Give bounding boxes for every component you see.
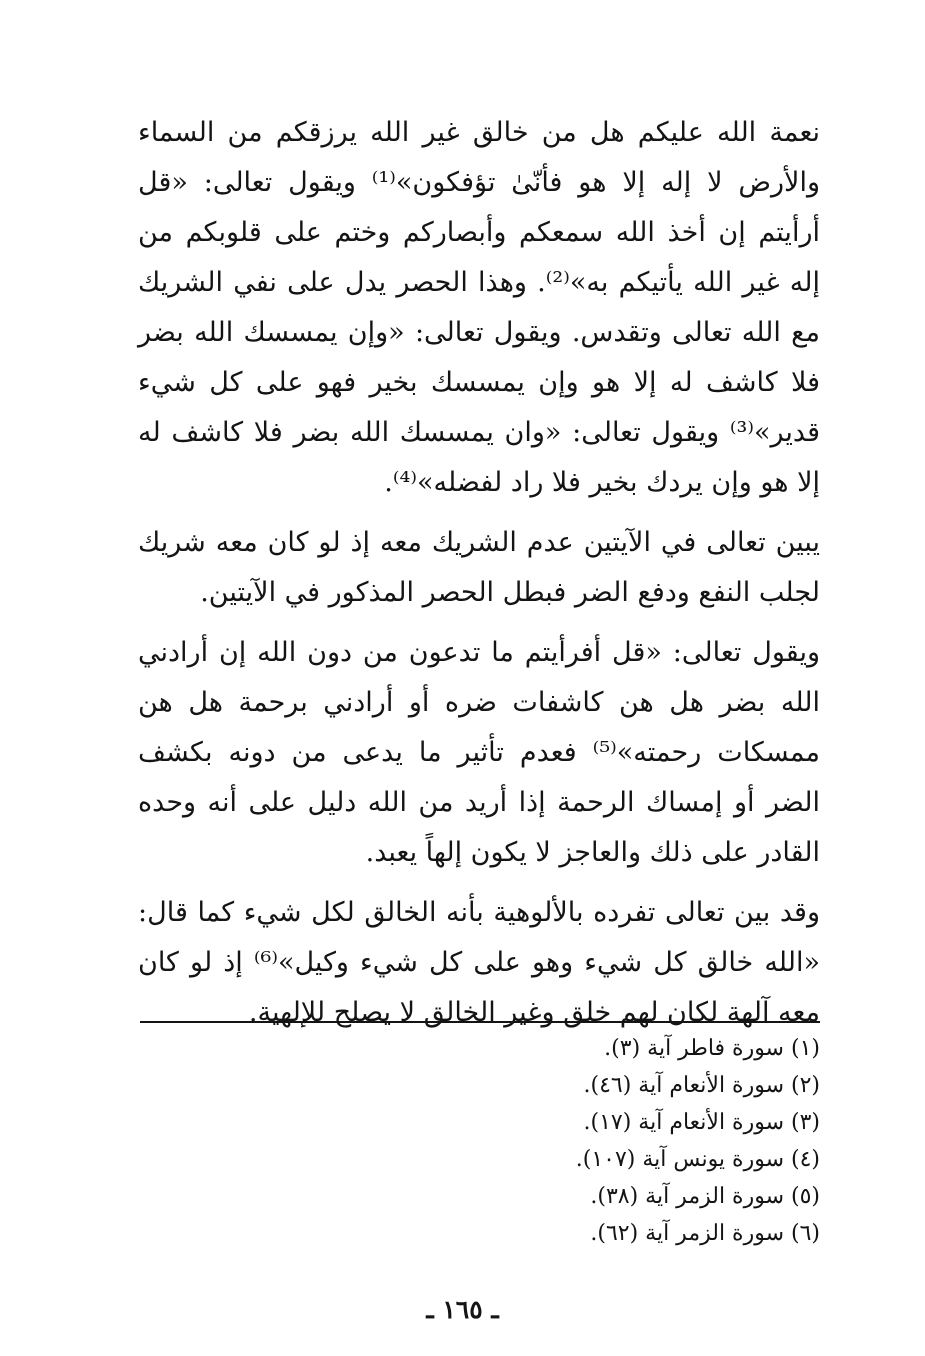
page-number: ـ ١٦٥ ـ	[426, 1295, 499, 1324]
footnote-item: (١) سورة فاطر آية (٣).	[604, 1036, 820, 1061]
paragraph: نعمة الله عليكم هل من خالق غير الله يرزقكم من السماء والأرض لا إله إلا هو فأنّىٰ تؤفكون»⁽¹⁾ ويقول تعالى: «قل أرأيتم إن أخذ الله سمعكم وأبصاركم وختم على قلوبكم من إله غير الله يأتيكم به»⁽²⁾. وهذا الحصر يدل على نفي الشريك مع الله تعالى وتقدس. ويقول تعالى: «وإن يمسسك الله بضر فلا كاشف له إلا هو وإن يمسسك بخير فهو على كل شيء قدير»⁽³⁾ ويقول تعالى: «وان يمسسك الله بضر فلا كاشف له إلا هو وإن يردك بخير فلا راد لفضله»⁽⁴⁾.	[138, 117, 820, 498]
paragraph: يبين تعالى في الآيتين عدم الشريك معه إذ لو كان معه شريك لجلب النفع ودفع الضر فبطل الحصر المذكور في الآيتين.	[138, 527, 820, 608]
footnote-item: (٣) سورة الأنعام آية (١٧).	[583, 1110, 820, 1135]
footnote-item: (٦) سورة الزمر آية (٦٢).	[590, 1221, 820, 1246]
main-text	[138, 108, 820, 1038]
paragraph: ويقول تعالى: «قل أفرأيتم ما تدعون من دون الله إن أرادني الله بضر هل هن كاشفات ضره أو أرادني برحمة هل هن ممسكات رحمته»⁽⁵⁾ فعدم تأثير ما يدعى من دونه بكشف الضر أو إمساك الرحمة إذا أريد من الله دليل على أنه وحده القادر على ذلك والعاجز لا يكون إلهاً يعبد.	[138, 637, 820, 868]
footnote-divider	[140, 1021, 820, 1023]
footnotes-list	[380, 1030, 820, 1252]
footnote-item: (٢) سورة الأنعام آية (٤٦).	[583, 1073, 820, 1098]
paragraph: وقد بين تعالى تفرده بالألوهية بأنه الخالق لكل شيء كما قال: «الله خالق كل شيء وهو على كل شيء وكيل»⁽⁶⁾ إذ لو كان معه آلهة لكان لهم خلق وغير الخالق لا يصلح للإلهية.	[138, 897, 820, 1028]
footnote-item: (٥) سورة الزمر آية (٣٨).	[590, 1184, 820, 1209]
footnote-item: (٤) سورة يونس آية (١٠٧).	[575, 1147, 820, 1172]
